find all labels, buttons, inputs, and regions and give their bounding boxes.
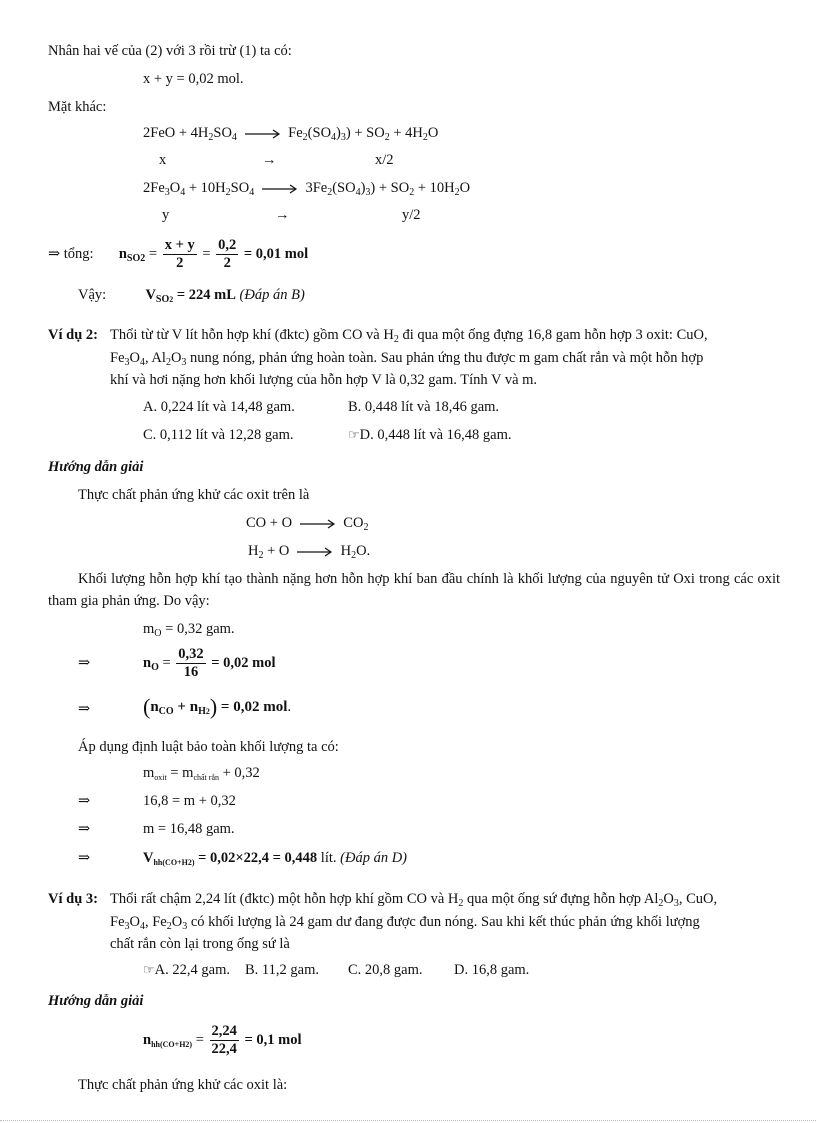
sol2-nO: $n_O$ = $\frac{0,32}{16}$ = 0,02 mol	[143, 646, 276, 681]
example-2-line1: Thổi từ từ V lít hỗn hợp khí (đktc) gồm CO và $H_2$ đi qua một ống đựng 16,8 gam hỗn hợp 3 oxit: CuO,	[110, 327, 708, 345]
sol2-nco-nh2: $(n_{CO} + n_{H2}) = 0,02$ mol.	[143, 694, 292, 719]
example-3-option-a: ☞A. 22,4 gam.	[143, 962, 230, 978]
reaction-2-mole-left: y	[162, 207, 170, 223]
reaction-2: $2Fe_3O_4 + 10H_2SO_4$ $3Fe_2(SO_4)_3) + SO_2 + 10H_2O$	[143, 180, 471, 198]
implies-3: ⇒	[78, 793, 91, 809]
reaction-2-mole-right: y/2	[402, 207, 421, 223]
reaction-1-mole-right: x/2	[375, 152, 394, 168]
implies-5: ⇒	[78, 850, 91, 866]
mat-khac-text: Mặt khác:	[48, 99, 107, 115]
example-2-option-c: C. 0,112 lít và 12,28 gam.	[143, 427, 294, 443]
implies-4: ⇒	[78, 821, 91, 837]
example-3-option-c: C. 20,8 gam.	[348, 962, 423, 978]
example-3-option-b: B. 11,2 gam.	[245, 962, 319, 978]
sol2-e3: m = 16,48 gam.	[143, 821, 235, 837]
sol2-e1: $m_{oxit} = m_{chất rắn} + 0,32$	[143, 765, 260, 782]
example-3-line3: chất rắn còn lại trong ống sứ là	[110, 936, 290, 952]
sol2-e4: $V_{hh(CO+H2)} = 0,02\times 22,4 = 0,448$ lít. (Đáp án D)	[143, 850, 407, 867]
sol2-p2: Khối lượng hỗn hợp khí tạo thành nặng hơn hỗn hợp khí ban đầu chính là khối lượng của nguyên tử Oxi trong các oxit tham gia phản ứng. Do vậy:	[48, 571, 780, 609]
example-2-option-a: A. 0,224 lít và 14,48 gam.	[143, 399, 295, 415]
sol2-m0: $m_O = 0,32$ gam.	[143, 621, 235, 639]
guide-title-2: Hướng dẫn giải	[48, 993, 144, 1009]
example-3-label: Ví dụ 3:	[48, 891, 98, 907]
right-arrow-icon	[300, 519, 336, 529]
example-2-label: Ví dụ 2:	[48, 327, 98, 343]
page-bottom-divider	[0, 1120, 816, 1121]
reaction-1-arrow: →	[262, 152, 277, 168]
right-arrow-icon	[262, 184, 298, 194]
sol2-reaction-1: CO + O $CO_2$	[246, 515, 369, 533]
intro-text: Nhân hai vế của (2) với 3 rồi trừ (1) ta có:	[48, 43, 292, 59]
right-arrow-icon	[245, 129, 281, 139]
sol2-reaction-2: $H_2 + O$ $H_2O$.	[248, 543, 371, 561]
reaction-1: $2FeO + 4H_2SO_4$ $Fe_2(SO_4)_3) + SO_2 + 4H_2O$	[143, 125, 439, 143]
conclusion: Vậy: $V_{SO2} = 224$ mL (Đáp án B)	[78, 287, 305, 305]
sol2-p1: Thực chất phản ứng khử các oxit trên là	[78, 487, 310, 503]
example-3-line1: Thổi rất chậm 2,24 lít (đktc) một hỗn hợp khí gồm CO và $H_2$ qua một ống sứ đựng hỗn hợp $Al_2O_3$, CuO,	[110, 891, 718, 909]
sol3-p1: Thực chất phản ứng khử các oxit là:	[78, 1077, 288, 1093]
guide-title: Hướng dẫn giải	[48, 459, 144, 475]
example-2-option-d: ☞D. 0,448 lít và 16,48 gam.	[348, 427, 512, 443]
sol2-e2: 16,8 = m + 0,32	[143, 793, 236, 809]
example-2-option-b: B. 0,448 lít và 18,46 gam.	[348, 399, 500, 415]
example-3-line2: $Fe_3O_4$, $Fe_2O_3$ có khối lượng là 24 gam dư đang được đun nóng. Sau khi kết thúc phản ứng khối lượng	[110, 914, 700, 932]
reaction-2-arrow: →	[275, 207, 290, 223]
example-2-line3: khí và hơi nặng hơn khối lượng của hỗn hợp V là 0,32 gam. Tính V và m.	[110, 372, 538, 388]
implies-2: ⇒	[78, 701, 91, 717]
reaction-1-mole-left: x	[159, 152, 167, 168]
answer-flag-icon: ☞	[143, 962, 155, 977]
sol3-n: $n_{hh(CO+H2)}$ = $\frac{2,24}{22,4}$ = 0,1 mol	[143, 1023, 302, 1058]
answer-flag-icon: ☞	[348, 427, 360, 442]
right-arrow-icon	[297, 547, 333, 557]
example-2-line2: $Fe_3O_4$, $Al_2O_3$ nung nóng, phản ứng hoàn toàn. Sau phản ứng thu được m gam chất rắn và một hỗn hợp	[110, 350, 704, 368]
sol2-p3: Áp dụng định luật bảo toàn khối lượng ta có:	[78, 739, 339, 755]
total-so2: ⇒ tổng: $n_{SO2}$ = $\frac{x + y}{2}$ = $\frac{0,2}{2}$ = 0,01 mol	[48, 237, 309, 272]
example-3-option-d: D. 16,8 gam.	[454, 962, 530, 978]
implies-1: ⇒	[78, 655, 91, 671]
sum-equation: x + y = 0,02 mol.	[143, 71, 244, 87]
